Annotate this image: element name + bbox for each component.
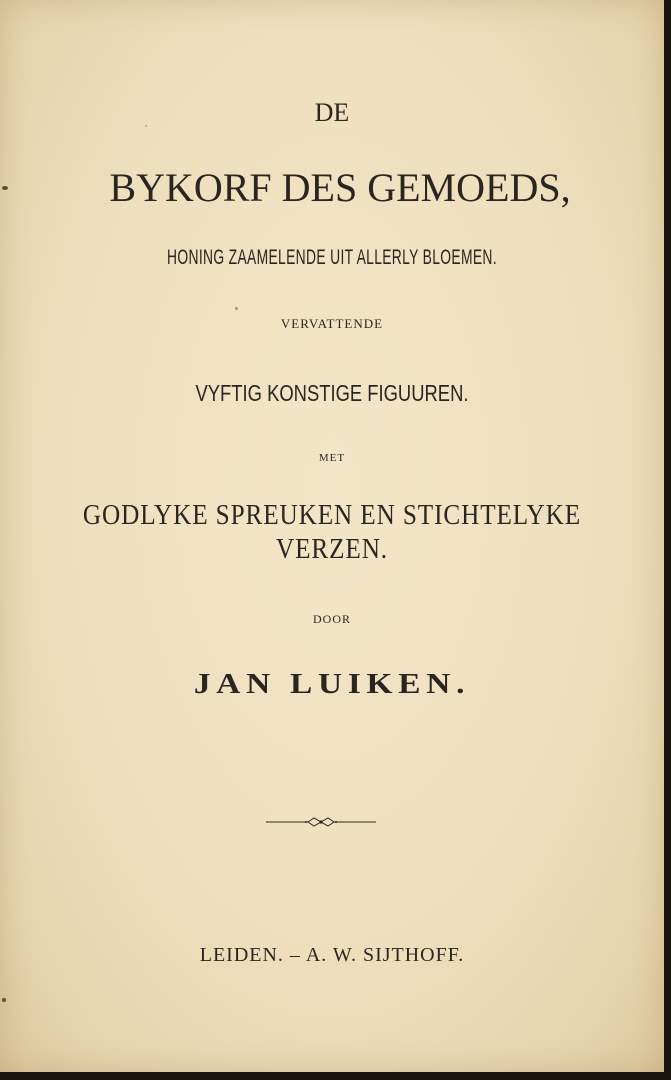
imprint: LEIDEN. – A. W. SIJTHOFF.	[199, 944, 465, 966]
ornament-icon	[266, 815, 376, 829]
paper-speck	[2, 186, 8, 190]
book-subtitle: HONING ZAAMELENDE UIT ALLERLY BLOEMEN.	[167, 246, 497, 269]
sayings-line-2: VERZEN.	[276, 534, 388, 565]
paper-speck	[2, 998, 6, 1002]
containing-label: VERVATTENDE	[280, 316, 384, 331]
paper-speck	[145, 125, 147, 127]
by-label: DOOR	[312, 612, 351, 626]
author-name: JAN LUIKEN.	[193, 668, 471, 700]
title-article: DE	[314, 98, 350, 127]
paper-speck	[235, 307, 238, 310]
figures-line: VYFTIG KONSTIGE FIGUUREN.	[195, 380, 469, 406]
sayings-line-1: GODLYKE SPREUKEN EN STICHTELYKE	[82, 500, 582, 531]
with-label: MET	[318, 452, 346, 464]
book-title: BYKORF DES GEMOEDS,	[109, 165, 571, 210]
